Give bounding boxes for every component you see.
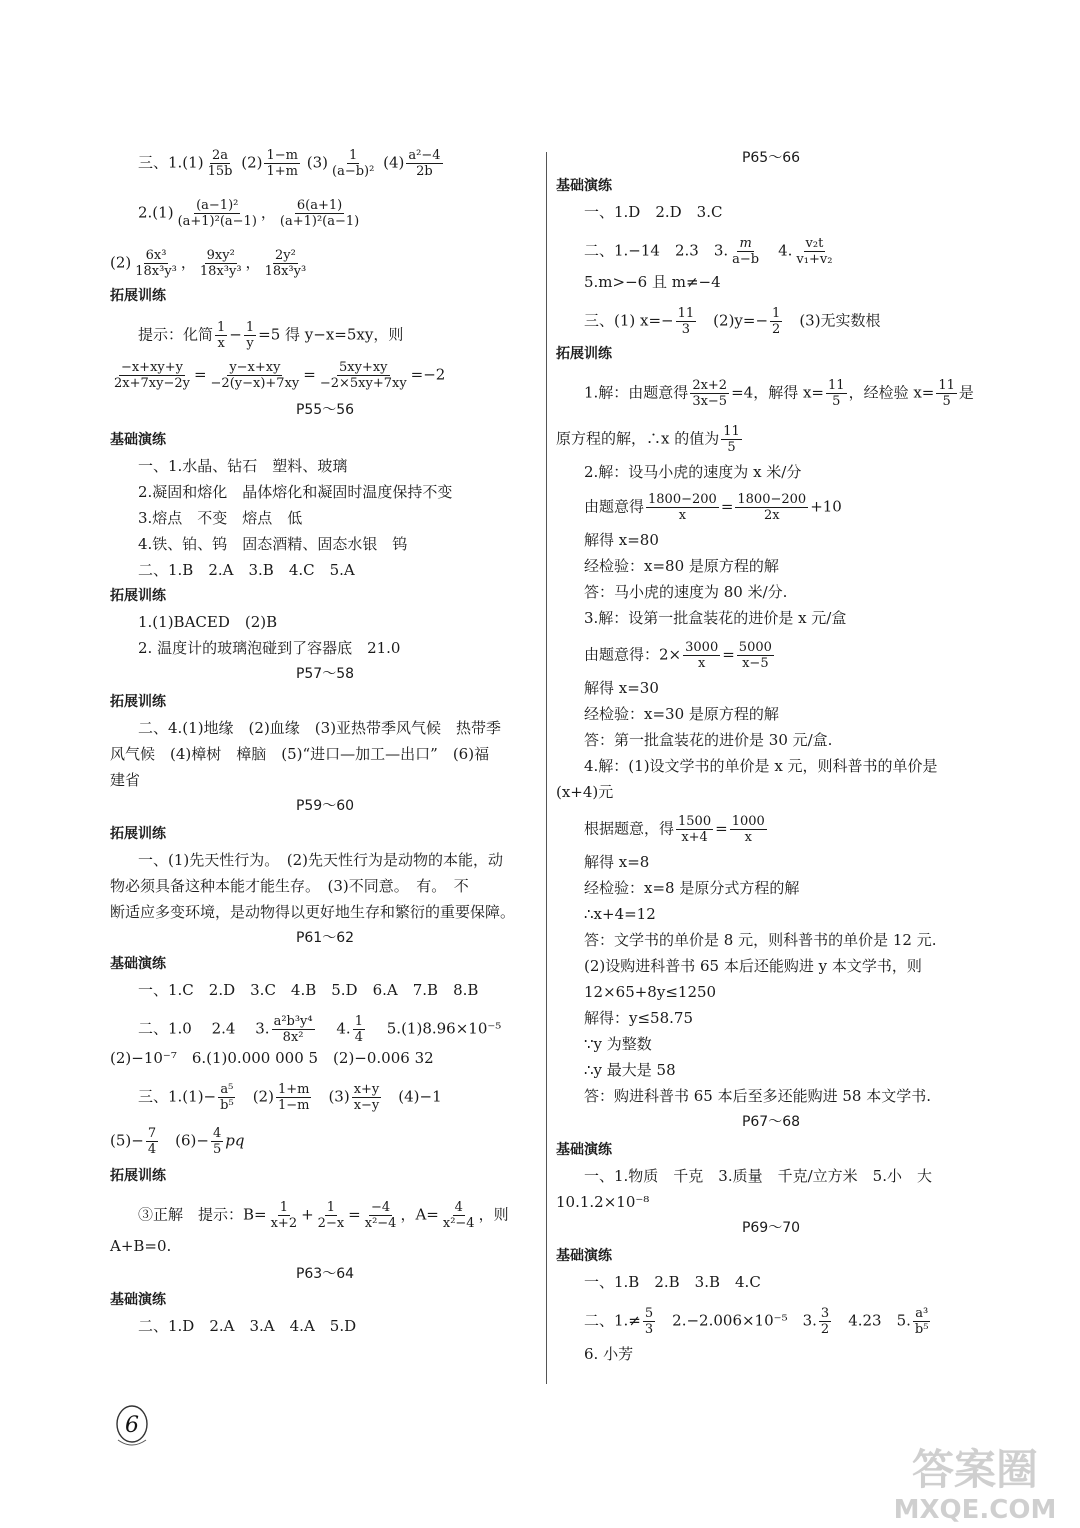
fraction (330, 148, 376, 179)
numerator: 3000 (685, 640, 719, 655)
denominator: y (246, 336, 254, 351)
answer-line: 一、1.物质 千克 3.质量 千克/立方米 5.小 大 (584, 1167, 932, 1185)
numerator: a⁵ (220, 1082, 234, 1097)
fraction (363, 1200, 399, 1231)
watermark-icon (880, 1440, 1070, 1524)
answer-line: 4.解：(1)设文学书的单价是 x 元，则科普书的单价是 (584, 757, 938, 775)
numerator: 11 (938, 378, 955, 393)
text: (2) (241, 153, 263, 172)
section-heading: 拓展训练 (110, 1168, 166, 1184)
denominator: 15b (207, 164, 233, 179)
text: (6)− (160, 1131, 209, 1150)
text: (2) (110, 253, 132, 272)
answer-line: 一、1.B 2.B 3.B 4.C (584, 1273, 761, 1291)
section-heading: 拓展训练 (110, 288, 166, 304)
text: ，经检验 x= (848, 383, 935, 402)
answer-line: 2.解：设马小虎的速度为 x 米/分 (584, 463, 802, 481)
numerator: 7 (147, 1126, 157, 1141)
answer-line: ∴y 最大是 58 (584, 1061, 676, 1079)
numerator: 3 (820, 1306, 830, 1321)
fraction (263, 248, 309, 279)
numerator: −4 (371, 1200, 391, 1215)
answer-line: 解得 x=8 (584, 853, 650, 871)
numerator: 11 (828, 378, 845, 393)
denominator: x (678, 508, 687, 523)
answer-line: 二、1.D 2.A 3.A 4.A 5.D (138, 1317, 357, 1335)
watermark-line-2: MXQE.COM (893, 1495, 1057, 1524)
fraction (737, 640, 774, 671)
fraction (198, 248, 244, 279)
text: 提示：化简 (138, 325, 214, 344)
page-range-label: P65～66 (741, 150, 801, 166)
text: 1.解：由题意得 (584, 383, 689, 402)
numerator: 2x+2 (692, 378, 728, 393)
numerator: 6x³ (145, 248, 167, 263)
numerator: 6(a+1) (296, 198, 343, 213)
column-divider (546, 152, 547, 1384)
numerator: 1 (354, 1014, 363, 1029)
page-range-label: P63～64 (295, 1266, 355, 1282)
denominator: 18x³y³ (199, 264, 242, 279)
numerator: 1 (245, 320, 255, 335)
numerator: 1+m (277, 1082, 310, 1097)
text: ， (260, 203, 276, 222)
answer-line: 二、4.(1)地缘 (2)血缘 (3)亚热带季风气候 热带季 (138, 719, 502, 737)
denominator: 1−m (277, 1098, 310, 1113)
fraction (209, 360, 302, 391)
fraction (643, 1306, 655, 1337)
fraction (676, 814, 713, 845)
fraction (730, 236, 761, 267)
denominator: 2x (763, 508, 780, 523)
answer-line: 解得 x=80 (584, 531, 659, 549)
answer-line: 解得：y≤58.75 (584, 1009, 693, 1027)
answer-line: 经检验：x=80 是原方程的解 (584, 557, 779, 575)
text: pq (225, 1131, 245, 1150)
text: 三、1.(1) (138, 153, 204, 172)
denominator: −2(y−x)+7xy (210, 376, 300, 391)
answer-line: (2)−10⁻⁷ 6.(1)0.000 000 5 (2)−0.006 32 (110, 1049, 434, 1067)
numerator: (a−1)² (196, 198, 239, 213)
answer-line (110, 1014, 501, 1045)
answer-line: (2)设购进科普书 65 本后还能购进 y 本文学书，则 (584, 957, 922, 975)
text: ③正解 提示：B= (138, 1205, 267, 1224)
text: + (301, 1205, 314, 1224)
numerator: 5 (644, 1306, 654, 1321)
answer-line: ∴x+4=12 (584, 905, 656, 923)
section-heading: 基础演练 (556, 1248, 612, 1264)
denominator: 2 (820, 1322, 830, 1337)
answer-line: A+B=0. (110, 1237, 172, 1255)
answer-line (110, 320, 403, 351)
numerator: a²b³y⁴ (273, 1014, 313, 1029)
answer-line: 10.1.2×10⁻⁸ (556, 1193, 650, 1211)
denominator: 18x³y³ (264, 264, 307, 279)
denominator: x+2 (270, 1216, 298, 1231)
numerator: 1800−200 (648, 492, 717, 507)
answer-line: 3.解：设第一批盒装花的进价是 x 元/盒 (584, 609, 847, 627)
answer-line: 经检验：x=30 是原方程的解 (584, 705, 779, 723)
fraction (646, 492, 719, 523)
section-heading: 拓展训练 (110, 588, 166, 604)
denominator: 5 (942, 394, 951, 409)
fraction (683, 640, 720, 671)
denominator: 8x² (282, 1030, 304, 1045)
fraction (441, 1200, 477, 1231)
answer-line: ∵y 为整数 (584, 1035, 652, 1053)
text: (5)− (110, 1131, 144, 1150)
numerator: 4 (454, 1200, 463, 1215)
page-range-label: P69～70 (741, 1220, 801, 1236)
numerator: 11 (677, 306, 695, 321)
fraction (936, 378, 957, 409)
answer-line: 一、1.D 2.D 3.C (584, 203, 723, 221)
answer-line: 二、1.B 2.A 3.B 4.C 5.A (138, 561, 355, 579)
text: =4，解得 x= (731, 383, 825, 402)
numerator: 5xy+xy (338, 360, 388, 375)
numerator: 1 (326, 1200, 336, 1215)
text: = (303, 365, 316, 384)
fraction (318, 360, 409, 391)
answer-line (556, 814, 769, 845)
text: (3)无实数根 (784, 311, 881, 330)
text: = (722, 645, 735, 664)
fraction (913, 1306, 931, 1337)
text: =−2 (410, 365, 446, 384)
denominator: a−b (732, 252, 760, 267)
text: 原方程的解，∴x 的值为 (556, 429, 720, 448)
answer-line (110, 148, 445, 179)
numerator: 1500 (678, 814, 712, 829)
denominator: x²−4 (442, 1216, 475, 1231)
text: ， (245, 253, 261, 272)
page-range-label: P59～60 (295, 798, 355, 814)
page-range-label: P57～58 (295, 666, 355, 682)
denominator: b⁵ (220, 1098, 234, 1113)
answer-line: 解得 x=30 (584, 679, 659, 697)
denominator: 18x³y³ (135, 264, 177, 279)
section-heading: 基础演练 (110, 1292, 166, 1308)
denominator: 3 (644, 1322, 654, 1337)
numerator: −x+xy+y (120, 360, 183, 375)
denominator: (a−b)² (332, 164, 375, 179)
page-number-ornament (112, 1404, 152, 1448)
answer-line (110, 360, 445, 391)
text: 三、(1) x=− (584, 311, 674, 330)
text: 由题意得：2× (584, 645, 682, 664)
section-heading: 基础演练 (110, 432, 166, 448)
section-heading: 拓展训练 (110, 694, 166, 710)
numerator: 1 (279, 1200, 288, 1215)
text: 二、1.0 2.4 3. (138, 1019, 270, 1038)
fraction (278, 198, 361, 229)
fraction (735, 492, 808, 523)
text: ， (180, 253, 196, 272)
fraction (244, 320, 256, 351)
numerator: 9xy² (206, 248, 235, 263)
section-heading: 拓展训练 (110, 826, 166, 842)
answer-line: 一、1.C 2.D 3.C 4.B 5.D 6.A 7.B 8.B (138, 981, 479, 999)
fraction (218, 1082, 236, 1113)
text: 5.(1)8.96×10⁻⁵ (367, 1019, 502, 1038)
answer-line (556, 306, 881, 337)
fraction (826, 378, 847, 409)
answer-line: 3.熔点 不变 熔点 低 (138, 509, 303, 527)
numerator: v₂t (805, 236, 824, 251)
text: 4.23 5. (833, 1311, 911, 1330)
text: − (229, 325, 242, 344)
denominator: 4 (147, 1142, 157, 1157)
denominator: 2−x (317, 1216, 345, 1231)
denominator: b⁵ (914, 1322, 929, 1337)
numerator: m (739, 236, 752, 251)
text: ，则 (478, 1205, 509, 1224)
answer-line (556, 424, 744, 455)
answer-line (110, 248, 310, 279)
answer-line (110, 1200, 509, 1231)
answer-line: 一、1.水晶、钻石 塑料、玻璃 (138, 457, 348, 475)
text: (2)y=− (698, 311, 769, 330)
text: = (715, 819, 728, 838)
answer-line: 6. 小芳 (584, 1345, 634, 1363)
denominator: x+4 (681, 830, 708, 845)
text: 是 (958, 383, 974, 402)
fraction (272, 1014, 315, 1045)
answer-line (556, 1306, 932, 1337)
answer-line: 答：文学书的单价是 8 元，则科普书的单价是 12 元. (584, 931, 937, 949)
answer-line: 答：购进科普书 65 本后至多还能购进 58 本文学书. (584, 1087, 932, 1105)
denominator: x−5 (742, 656, 769, 671)
denominator: 1+m (266, 164, 298, 179)
text: 2.−2.006×10⁻⁵ 3. (657, 1311, 817, 1330)
denominator: (a+1)²(a−1) (279, 214, 360, 229)
answer-line: 答：第一批盒装花的进价是 30 元/盒. (584, 731, 833, 749)
fraction (353, 1014, 365, 1045)
answer-line: 1.(1)BACED (2)B (138, 613, 278, 631)
denominator: v₁+v₂ (796, 252, 833, 267)
numerator: 1 (772, 306, 781, 321)
section-heading: 拓展训练 (556, 346, 612, 362)
page-range-label: P67～68 (741, 1114, 801, 1130)
denominator: x−y (353, 1098, 380, 1113)
text: (2) (237, 1087, 274, 1106)
answer-line (110, 198, 363, 229)
text: = (720, 497, 734, 516)
denominator: x (217, 336, 225, 351)
answer-line: 2.凝固和熔化 晶体熔化和凝固时温度保持不变 (138, 483, 453, 501)
denominator: −2×5xy+7xy (319, 376, 407, 391)
answer-line: (x+4)元 (556, 783, 614, 801)
fraction (276, 1082, 312, 1113)
fraction (676, 306, 697, 337)
text: (3) (306, 153, 328, 172)
page-range-label: P61～62 (295, 930, 355, 946)
watermark-logo (880, 1440, 1070, 1524)
text: = (348, 1205, 361, 1224)
numerator: 11 (723, 424, 740, 439)
fraction (316, 1200, 347, 1231)
answer-line (556, 492, 842, 523)
fraction (819, 1306, 831, 1337)
numerator: 1800−200 (737, 492, 807, 507)
numerator: 1 (349, 148, 358, 163)
denominator: x²−4 (364, 1216, 397, 1231)
fraction (211, 1126, 223, 1157)
text: 2.(1) (138, 203, 174, 222)
section-heading: 基础演练 (110, 956, 166, 972)
answer-line: 建省 (110, 771, 141, 789)
denominator: 5 (832, 394, 841, 409)
fraction (730, 814, 767, 845)
answer-line: 风气候 (4)樟树 樟脑 (5)“进口—加工—出口” (6)福 (110, 745, 490, 763)
answer-line: 12×65+8y≤1250 (584, 983, 717, 1001)
answer-line: 断适应多变环境，是动物得以更好地生存和繁衍的重要保障。 (110, 903, 516, 921)
denominator: 5 (727, 440, 736, 455)
page-number: 6 (125, 1413, 139, 1438)
answer-line: 物必须具备这种本能才能生存。 (3)不同意。 有。 不 (110, 877, 469, 895)
numerator: a³ (915, 1306, 929, 1321)
numerator: 2y² (274, 248, 296, 263)
denominator: 4 (354, 1030, 363, 1045)
text: 根据题意，得 (584, 819, 675, 838)
text: 4. (763, 241, 793, 260)
denominator: (a+1)²(a−1) (177, 214, 257, 229)
fraction (133, 248, 179, 279)
answer-line (556, 640, 776, 671)
numerator: y−x+xy (229, 360, 281, 375)
fraction (206, 148, 235, 179)
denominator: 3x−5 (692, 394, 728, 409)
text: = (193, 365, 207, 384)
text: =5 得 y−x=5xy，则 (258, 325, 404, 344)
denominator: x (698, 656, 706, 671)
text: ，A= (400, 1205, 439, 1224)
numerator: 1 (217, 320, 226, 335)
fraction (146, 1126, 158, 1157)
denominator: 5 (212, 1142, 222, 1157)
text: 二、1.−14 2.3 3. (584, 241, 729, 260)
answer-line (110, 1082, 442, 1113)
answer-line (556, 236, 836, 267)
numerator: 4 (212, 1126, 222, 1141)
text: 二、1.≠ (584, 1311, 641, 1330)
fraction (176, 198, 259, 229)
denominator: 3 (681, 322, 691, 337)
denominator: 2 (772, 322, 781, 337)
text: (3) (313, 1087, 350, 1106)
text: (4)−1 (383, 1087, 442, 1106)
fraction (264, 148, 300, 179)
answer-line: 4.铁、铂、钨 固态酒精、固态水银 钨 (138, 535, 408, 553)
watermark-line-1: 答案圈 (911, 1445, 1039, 1494)
fraction (794, 236, 834, 267)
text: 三、1.(1)− (138, 1087, 217, 1106)
denominator: 2x+7xy−2y (114, 376, 190, 391)
fraction (269, 1200, 300, 1231)
answer-line: 一、(1)先天性行为。 (2)先天性行为是动物的本能，动 (138, 851, 503, 869)
answer-line: 答：马小虎的速度为 80 米/分. (584, 583, 788, 601)
denominator: 2b (416, 164, 433, 179)
answer-line: 经检验：x=8 是原分式方程的解 (584, 879, 800, 897)
fraction (215, 320, 227, 351)
numerator: 2a (211, 148, 229, 163)
numerator: x+y (353, 1082, 380, 1097)
answer-line: 2. 温度计的玻璃泡碰到了容器底 21.0 (138, 639, 401, 657)
numerator: 1−m (266, 148, 298, 163)
fraction (406, 148, 442, 179)
section-heading: 基础演练 (556, 178, 612, 194)
numerator: a²−4 (408, 148, 441, 163)
answer-line (110, 1126, 244, 1157)
text: 4. (316, 1019, 351, 1038)
fraction (112, 360, 192, 391)
section-heading: 基础演练 (556, 1142, 612, 1158)
text: 由题意得 (584, 497, 645, 516)
text: +10 (810, 497, 842, 516)
text: (4) (383, 153, 405, 172)
answer-line: 5.m>−6 且 m≠−4 (584, 273, 721, 291)
numerator: 1000 (731, 814, 765, 829)
fraction (690, 378, 729, 409)
denominator: x (744, 830, 752, 845)
ornament-frame-icon (112, 1404, 152, 1448)
fraction (352, 1082, 382, 1113)
fraction (770, 306, 782, 337)
numerator: 5000 (738, 640, 772, 655)
answer-line (556, 378, 974, 409)
fraction (721, 424, 742, 455)
page-range-label: P55～56 (295, 402, 355, 418)
